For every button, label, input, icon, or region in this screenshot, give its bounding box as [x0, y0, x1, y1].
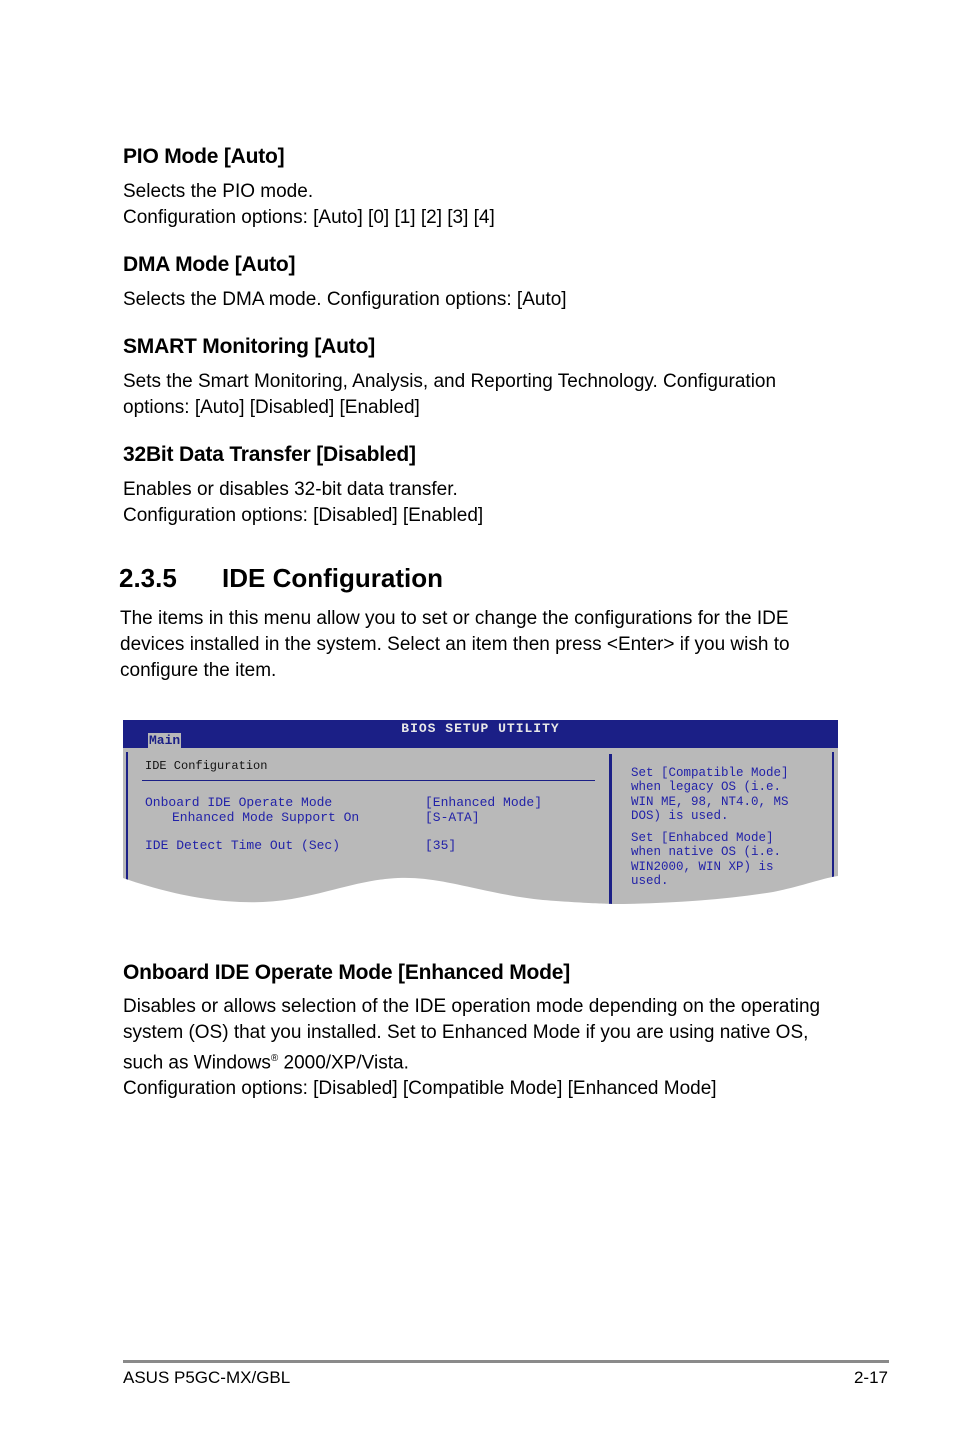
bios-help-line: when native OS (i.e.: [631, 845, 782, 860]
smart-monitoring-desc: [123, 369, 776, 421]
bios-help-line: WIN2000, WIN XP) is: [631, 859, 774, 874]
section-number: 2.3.5: [119, 563, 177, 593]
ide-intro: [120, 606, 840, 684]
smart-monitoring-line: Sets the Smart Monitoring, Analysis, and Reporting Technology. Configuration: [123, 371, 777, 392]
pio-mode-line: Selects the PIO mode.: [123, 181, 314, 202]
bios-torn-edge: [123, 870, 838, 904]
onboard-ide-line: system (OS) that you installed. Set to Enhanced Mode if you are using native OS,: [123, 1022, 809, 1043]
bios-help-line: used.: [631, 874, 669, 889]
onboard-ide-heading: Onboard IDE Operate Mode [Enhanced Mode]: [123, 961, 571, 984]
footer-model: ASUS P5GC-MX/GBL: [123, 1368, 291, 1387]
onboard-ide-windows-text: such as Windows: [123, 1052, 271, 1074]
bios-item-label-onboard-ide[interactable]: Onboard IDE Operate Mode: [145, 795, 333, 810]
bios-item-value-onboard-ide[interactable]: [Enhanced Mode]: [425, 795, 543, 810]
bios-header-title: BIOS SETUP UTILITY: [401, 721, 560, 736]
32bit-transfer-options: Configuration options: [Disabled] [Enabled]: [123, 505, 484, 526]
pio-mode-desc: [123, 179, 495, 231]
32bit-transfer-heading: 32Bit Data Transfer [Disabled]: [123, 443, 416, 466]
smart-monitoring-heading: SMART Monitoring [Auto]: [123, 335, 375, 358]
ide-intro-line: devices installed in the system. Select an item then press <Enter> if you wish to: [120, 634, 790, 655]
bios-help-text-1: [631, 766, 789, 824]
bios-item-label-enhanced-mode[interactable]: Enhanced Mode Support On: [172, 810, 360, 825]
32bit-transfer-desc: [123, 477, 483, 529]
bios-item-value-detect-timeout[interactable]: [35]: [425, 838, 457, 853]
smart-monitoring-options: options: [Auto] [Disabled] [Enabled]: [123, 397, 420, 418]
bios-help-line: WIN ME, 98, NT4.0, MS: [631, 794, 789, 809]
ide-intro-line: configure the item.: [120, 660, 277, 681]
registered-mark: ®: [270, 1053, 279, 1064]
section-title: IDE Configuration: [222, 563, 443, 593]
pio-mode-heading: PIO Mode [Auto]: [123, 145, 285, 168]
bios-item-value-enhanced-mode[interactable]: [S-ATA]: [425, 810, 480, 825]
bios-panel-title: IDE Configuration: [145, 759, 268, 773]
footer-rule: [123, 1360, 889, 1363]
footer-page-number: 2-17: [853, 1368, 888, 1387]
32bit-transfer-line: Enables or disables 32-bit data transfer.: [123, 479, 458, 500]
bios-tab-main[interactable]: Main: [149, 733, 181, 748]
bios-help-line: Set [Compatible Mode]: [631, 766, 789, 780]
dma-mode-heading: DMA Mode [Auto]: [123, 253, 296, 276]
onboard-ide-line: Disables or allows selection of the IDE operation mode depending on the operating: [123, 996, 821, 1017]
bios-item-label-detect-timeout[interactable]: IDE Detect Time Out (Sec): [145, 838, 341, 853]
dma-mode-desc: [123, 287, 567, 313]
onboard-ide-options: Configuration options: [Disabled] [Compatible Mode] [Enhanced Mode]: [123, 1078, 717, 1100]
bios-help-line: DOS) is used.: [631, 809, 729, 824]
onboard-ide-version-text: 2000/XP/Vista.: [278, 1052, 409, 1074]
bios-screenshot: [123, 720, 838, 904]
ide-intro-line: The items in this menu allow you to set or change the configurations for the IDE: [120, 608, 789, 629]
onboard-ide-line: [123, 1046, 853, 1076]
bios-title-rule: [142, 780, 595, 781]
bios-help-line: when legacy OS (i.e.: [631, 780, 782, 795]
onboard-ide-desc: [123, 994, 853, 1102]
bios-help-line: Set [Enhabced Mode]: [631, 831, 774, 845]
dma-mode-line: Selects the DMA mode. Configuration options: [Auto]: [123, 289, 567, 310]
pio-mode-options: Configuration options: [Auto] [0] [1] [2] [3] [4]: [123, 207, 495, 228]
